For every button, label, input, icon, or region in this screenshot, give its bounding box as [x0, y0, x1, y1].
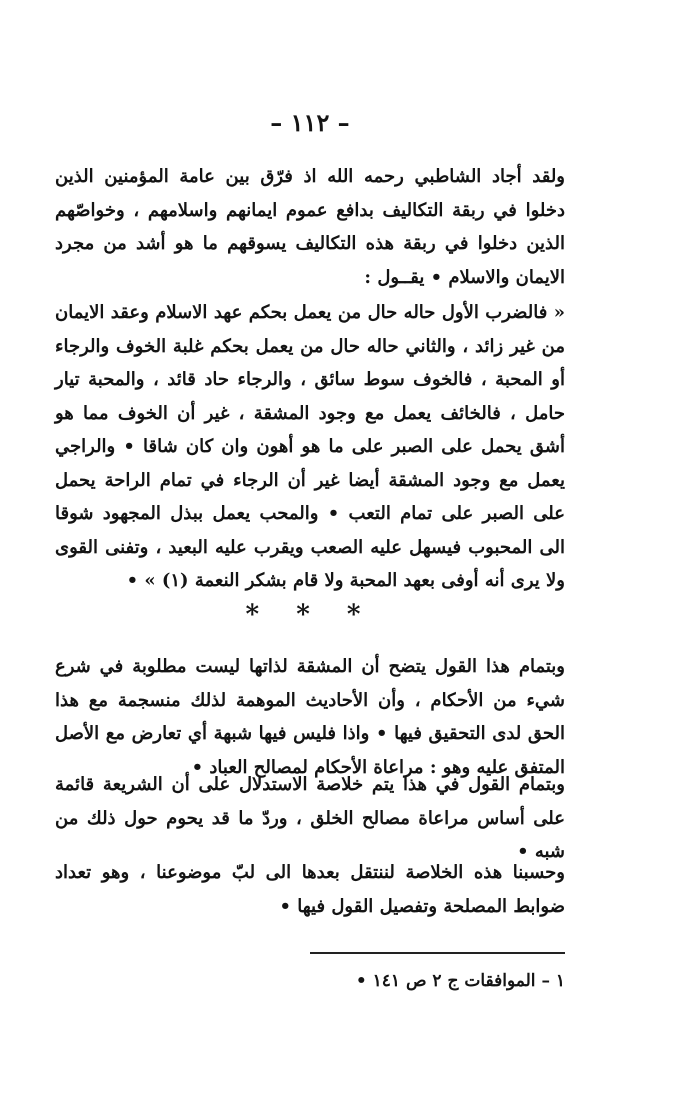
section-separator: * * *	[245, 600, 375, 630]
paragraph-transition: وحسبنا هذه الخلاصة لننتقل بعدها الى لبّ موضوعنا ، وهو تعداد ضوابط المصلحة وتفصيل القول فيها •	[55, 862, 565, 917]
paragraph-intro: ولقد أجاد الشاطبي رحمه الله اذ فرّق بين عامة المؤمنين الذين دخلوا في ربقة التكاليف بدافع عموم ايمانهم واسلامهم ، وخواصّهم الذين دخلوا في ربقة هذه التكاليف يسوقهم ما هو أشد من مجرد الايمان والاسلام • يقــول :	[55, 166, 565, 288]
paragraph-hardship: وبتمام هذا القول يتضح أن المشقة لذاتها ليست مطلوبة في شرع شيء من الأحكام ، وأن الأحاديث الموهمة لذلك منسجمة مع هذا الحق لدى التحقيق فيها • واذا فليس فيها شبهة أي تعارض مع الأصل المتفق عليه وهو : مراعاة الأحكام لمصالح العباد •	[55, 656, 565, 778]
footnote-divider	[310, 952, 565, 954]
footnote: ١ – الموافقات ج ٢ ص ١٤١ •	[355, 971, 565, 991]
paragraph-summary: وبتمام القول في هذا يتم خلاصة الاستدلال على أن الشريعة قائمة على أساس مراعاة مصالح الخلق ، وردّ ما قد يحوم حول ذلك من شبه •	[55, 774, 565, 862]
document-page	[55, 0, 565, 1093]
page-number: – ١١٢ –	[270, 108, 350, 137]
paragraph-quotation: « فالضرب الأول حاله حال من يعمل بحكم عهد الاسلام وعقد الايمان من غير زائد ، والثاني حاله حال من يعمل بحكم غلبة الخوف والرجاء أو المحبة ، فالخوف سوط سائق ، والرجاء حاد قائد ، والمحبة تيار حامل ، فالخائف يعمل مع وجود المشقة ، غير أن الخوف مما هو أشق يحمل على الصبر على ما هو أهون وان كان شاقا • والراجي يعمل مع وجود المشقة أيضا غير أن الرجاء في تمام الراحة يحمل على الصبر على تمام التعب • والمحب يعمل ببذل المجهود شوقا الى المحبوب فيسهل عليه الصعب ويقرب عليه البعيد ، وتفنى القوى ولا يرى أنه أوفى بعهد المحبة ولا قام بشكر النعمة (١) » •	[55, 302, 565, 591]
